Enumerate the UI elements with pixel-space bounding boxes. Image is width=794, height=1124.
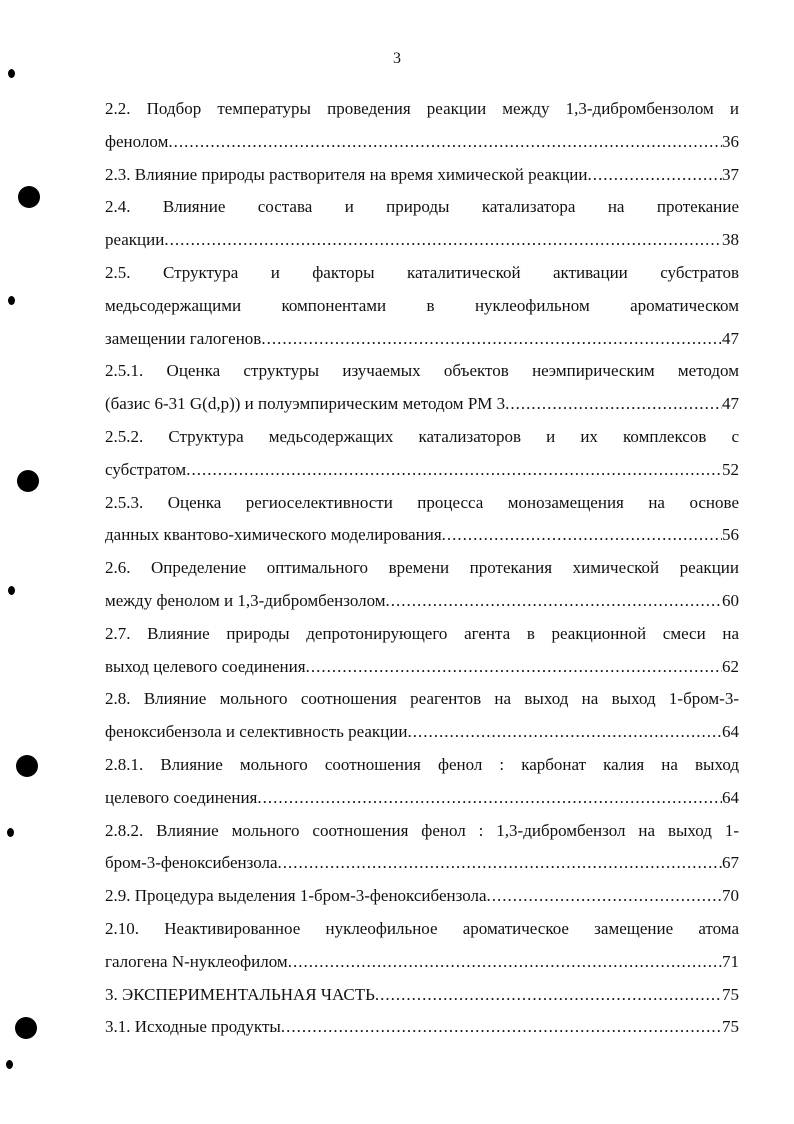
dot-leader: [505, 388, 722, 421]
toc-entry[interactable]: [105, 159, 739, 192]
toc-entry-text-line: 2.6. Определение оптимального времени протекания химической реакции: [105, 558, 739, 578]
table-of-contents: [105, 93, 739, 1044]
toc-page-number: 62: [722, 656, 739, 676]
toc-page-number: 64: [722, 722, 739, 742]
punch-hole-mark: [8, 586, 15, 595]
toc-entry-text-line: 2.5.3. Оценка региоселективности процесса монозамещения на основе: [105, 492, 739, 512]
toc-entry[interactable]: [105, 585, 739, 618]
toc-entry-title: 2.3. Влияние природы растворителя на время химической реакции: [105, 164, 588, 184]
toc-entry-title: выход целевого соединения: [105, 656, 306, 676]
toc-entry[interactable]: [105, 782, 739, 815]
toc-entry-title: галогена N-нуклеофилом: [105, 951, 288, 971]
toc-entry-title: фенолом: [105, 131, 169, 151]
toc-entry[interactable]: [105, 880, 739, 913]
toc-entry-text-line: 2.7. Влияние природы депротонирующего агента в реакционной смеси на: [105, 623, 739, 643]
toc-entry-title: (базис 6-31 G(d,p)) и полуэмпирическим методом PM 3: [105, 394, 506, 414]
dot-leader: [261, 323, 722, 356]
toc-entry-title: реакции: [105, 230, 165, 250]
toc-entry-text-line: медьсодержащими компонентами в нуклеофильном ароматическом: [105, 295, 739, 315]
toc-entry-text-line: 2.10. Неактивированное нуклеофильное ароматическое замещение атома: [105, 918, 739, 938]
toc-entry-text-line: 2.5.1. Оценка структуры изучаемых объектов неэмпирическим методом: [105, 361, 739, 381]
toc-entry-title: целевого соединения: [105, 787, 258, 807]
toc-entry-title: между фенолом и 1,3-дибромбензолом: [105, 590, 386, 610]
toc-entry-title: феноксибензола и селективность реакции: [105, 722, 408, 742]
dot-leader: [168, 126, 722, 159]
toc-entry[interactable]: [105, 651, 739, 684]
toc-page-number: 75: [722, 1017, 739, 1037]
dot-leader: [386, 585, 722, 618]
toc-entry[interactable]: [105, 323, 739, 356]
toc-entry-text-line: 2.5. Структура и факторы каталитической активации субстратов: [105, 262, 739, 282]
toc-entry-title: 2.9. Процедура выделения 1-бром-3-феноксибензола: [105, 886, 487, 906]
dot-leader: [288, 946, 722, 979]
toc-page-number: 47: [722, 328, 739, 348]
toc-page-number: 37: [722, 164, 739, 184]
toc-entry-title: субстратом: [105, 459, 187, 479]
toc-page-number: 75: [722, 984, 739, 1004]
toc-page-number: 56: [722, 525, 739, 545]
toc-entry-title: бром-3-феноксибензола: [105, 853, 278, 873]
punch-hole: [18, 186, 40, 208]
dot-leader: [487, 880, 722, 913]
toc-entry-text-line: 2.8.2. Влияние мольного соотношения фенол : 1,3-дибромбензол на выход 1-: [105, 820, 739, 840]
toc-entry-text-line: 2.8.1. Влияние мольного соотношения фенол : карбонат калия на выход: [105, 754, 739, 774]
toc-entry[interactable]: [105, 847, 739, 880]
punch-hole-mark: [7, 828, 14, 837]
toc-entry[interactable]: [105, 716, 739, 749]
punch-hole-mark: [8, 296, 15, 305]
dot-leader: [281, 1011, 722, 1044]
toc-page-number: 52: [722, 459, 739, 479]
toc-entry-title: 3. ЭКСПЕРИМЕНТАЛЬНАЯ ЧАСТЬ: [105, 984, 375, 1004]
dot-leader: [442, 519, 722, 552]
toc-entry-title: 3.1. Исходные продукты: [105, 1017, 281, 1037]
toc-entry-text-line: 2.2. Подбор температуры проведения реакции между 1,3-дибромбензолом и: [105, 99, 739, 118]
toc-entry[interactable]: [105, 946, 739, 979]
toc-entry-title: данных квантово-химического моделирования: [105, 525, 442, 545]
toc-entry[interactable]: [105, 979, 739, 1012]
toc-page-number: 71: [722, 951, 739, 971]
dot-leader: [375, 979, 722, 1012]
dot-leader: [257, 782, 722, 815]
dot-leader: [164, 224, 722, 257]
punch-hole-mark: [6, 1060, 13, 1069]
punch-hole: [17, 470, 39, 492]
toc-page-number: 36: [722, 131, 739, 151]
toc-page-number: 60: [722, 590, 739, 610]
toc-entry[interactable]: [105, 388, 739, 421]
toc-entry[interactable]: [105, 126, 739, 159]
dot-leader: [306, 651, 722, 684]
toc-entry[interactable]: [105, 1011, 739, 1044]
dot-leader: [587, 159, 722, 192]
toc-entry-text-line: 2.4. Влияние состава и природы катализатора на протекание: [105, 197, 739, 217]
toc-entry[interactable]: [105, 224, 739, 257]
toc-page-number: 70: [722, 886, 739, 906]
toc-entry-text-line: 2.8. Влияние мольного соотношения реагентов на выход на выход 1-бром-3-: [105, 689, 739, 709]
toc-entry-text-line: 2.5.2. Структура медьсодержащих катализаторов и их комплексов с: [105, 426, 739, 446]
dot-leader: [186, 454, 722, 487]
toc-page-number: 64: [722, 787, 739, 807]
toc-page-number: 47: [722, 394, 739, 414]
page-number: 3: [393, 50, 401, 67]
toc-entry-title: замещении галогенов: [105, 328, 262, 348]
dot-leader: [408, 716, 723, 749]
toc-entry[interactable]: [105, 519, 739, 552]
dot-leader: [278, 847, 722, 880]
punch-hole-mark: [8, 69, 15, 78]
punch-hole: [15, 1017, 37, 1039]
toc-page-number: 67: [722, 853, 739, 873]
punch-hole: [16, 755, 38, 777]
toc-entry[interactable]: [105, 454, 739, 487]
toc-page-number: 38: [722, 230, 739, 250]
